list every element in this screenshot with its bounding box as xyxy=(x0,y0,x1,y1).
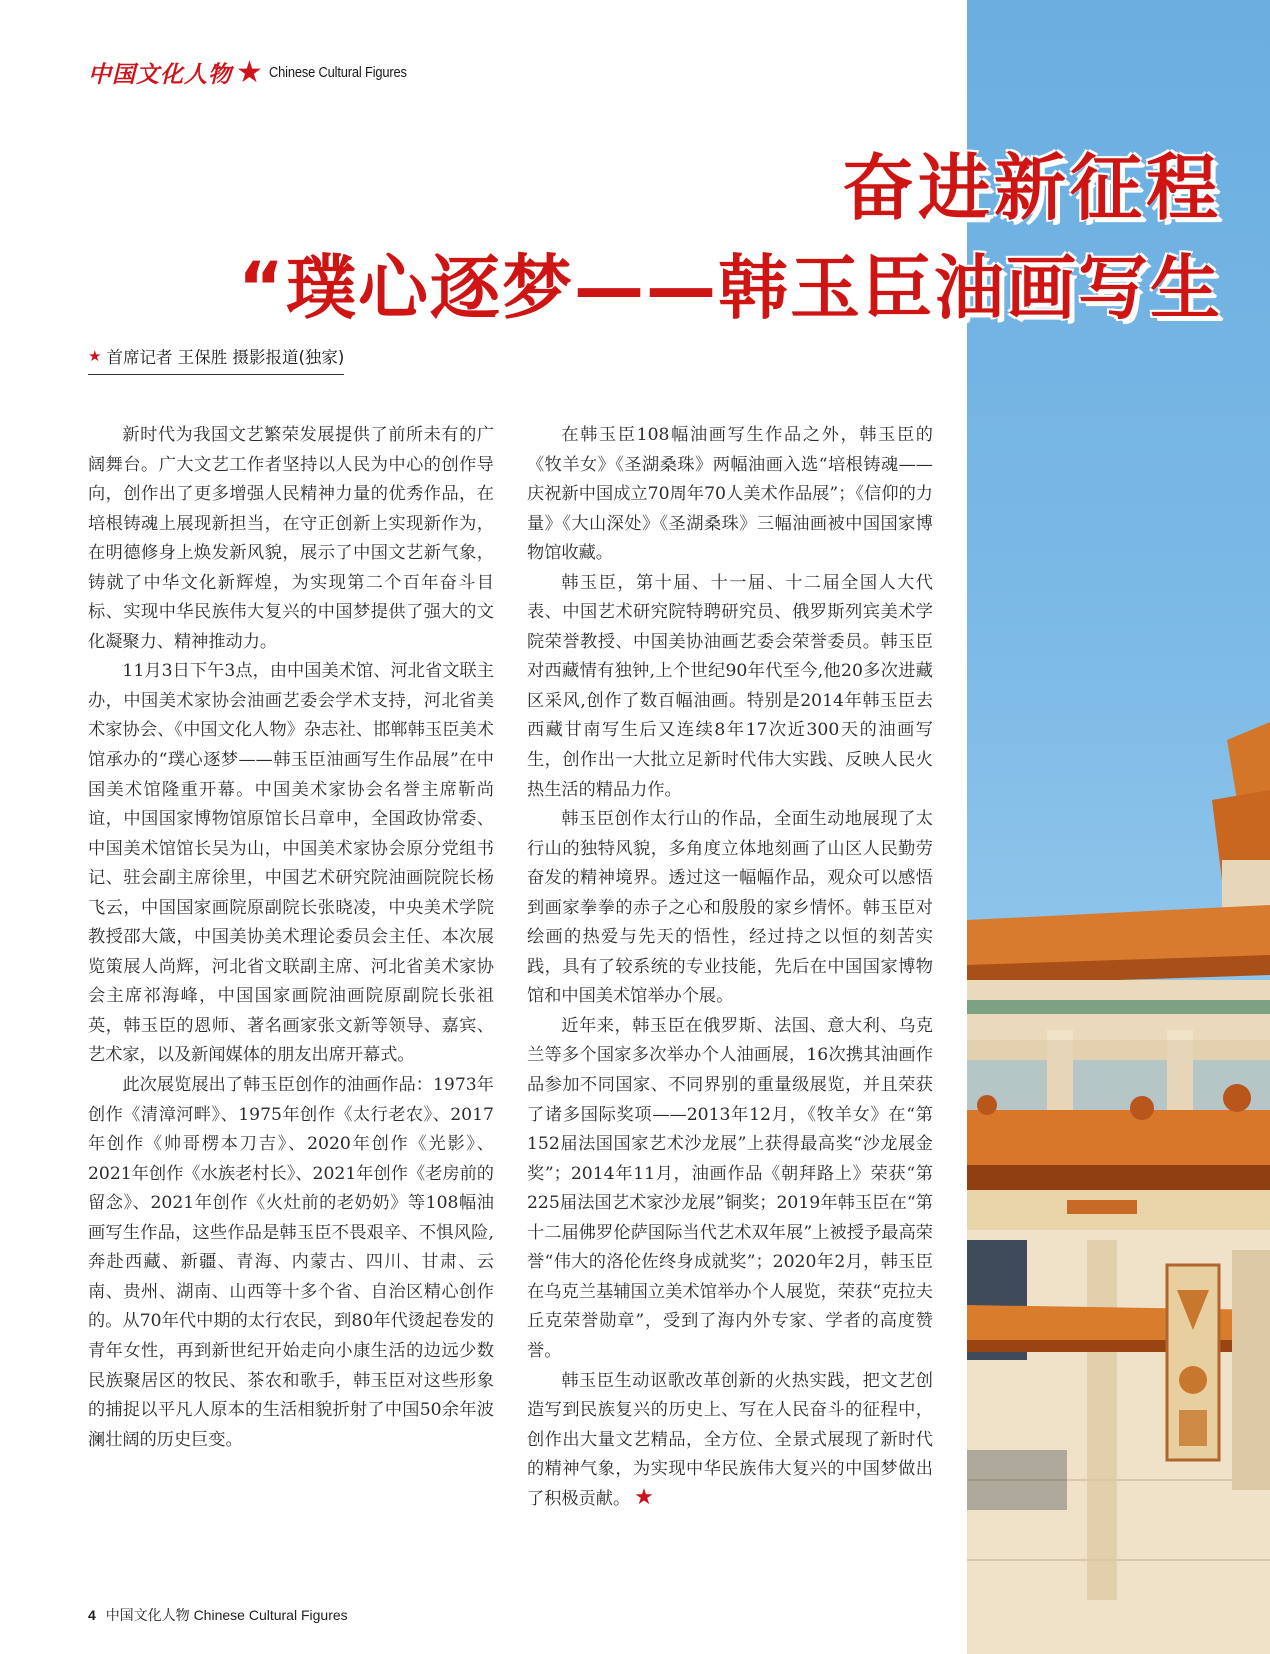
paragraph-last-text: 韩玉臣生动讴歌改革创新的火热实践，把文艺创造写到民族复兴的历史上、写在人民奋斗的征程中，创作出大量文艺精品，全方位、全景式展现了新时代的精神气象，为实现中华民族伟大复兴的中国梦做出了积极贡献。 xyxy=(527,1370,933,1509)
end-star-icon: ★ xyxy=(634,1484,654,1510)
paragraph: 在韩玉臣108幅油画写生作品之外，韩玉臣的《牧羊女》《圣湖桑珠》两幅油画入选“培根铸魂——庆祝新中国成立70周年70人美术作品展”；《信仰的力量》《大山深处》《圣湖桑珠》三幅油画被中国国家博物馆收藏。 xyxy=(527,425,933,564)
paragraph: 韩玉臣，第十届、十一届、十二届全国人大代表、中国艺术研究院特聘研究员、俄罗斯列宾美术学院荣誉教授、中国美协油画艺委会荣誉委员。韩玉臣对西藏情有独钟,上个世纪90年代至今,他20多次进藏区采风,创作了数百幅油画。特别是2014年韩玉臣去西藏甘南写生后又连续8年17次近300天的油画写生，创作出一大批立足新时代伟大实践、反映人民火热生活的精品力作。 xyxy=(527,572,933,800)
paragraph: 此次展览展出了韩玉臣创作的油画作品：1973年创作《清漳河畔》、1975年创作《太行老农》、2017年创作《帅哥楞本刀吉》、2020年创作《光影》、2021年创作《水族老村长》、2021年创作《老房前的留念》、2021年创作《火灶前的老奶奶》等108幅油画写生作品，这些作品是韩玉臣不畏艰辛、不惧风险,奔赴西藏、新疆、青海、内蒙古、四川、甘肃、云南、贵州、湖南、山西等十多个省、自治区精心创作的。从70年代中期的太行农民，到80年代烫起卷发的青年女性，再到新世纪开始走向小康生活的边远少数民族聚居区的牧民、茶农和歌手，韩玉臣对这些形象的捕捉以平凡人原本的生活相貌折射了中国50余年波澜壮阔的历史巨变。 xyxy=(88,1075,494,1450)
paragraph: 新时代为我国文艺繁荣发展提供了前所未有的广阔舞台。广大文艺工作者坚持以人民为中心的创作导向，创作出了更多增强人民精神力量的优秀作品，在培根铸魂上展现新担当，在守正创新上实现新作为，在明德修身上焕发新风貌，展示了中国文艺新气象，铸就了中华文化新辉煌，为实现第二个百年奋斗目标、实现中华民族伟大复兴的中国梦提供了强大的文化凝聚力、精神推动力。 xyxy=(88,425,494,652)
headline-line-2: “璞心逐梦——韩玉臣油画写生 xyxy=(237,247,1222,329)
byline-text: 首席记者 王保胜 摄影报道(独家) xyxy=(106,348,345,367)
article-column-right xyxy=(527,421,933,1514)
paragraph: 韩玉臣创作太行山的作品，全面生动地展现了太行山的独特风貌，多角度立体地刻画了山区人民勤劳奋发的精神境界。透过这一幅幅作品，观众可以感悟到画家拳拳的赤子之心和殷殷的家乡情怀。韩玉臣对绘画的热爱与先天的悟性，经过持之以恒的刻苦实践，具有了较系统的专业技能，先后在中国国家博物馆和中国美术馆举办个展。 xyxy=(527,809,933,1007)
magazine-name-cn: 中国文化人物 xyxy=(88,61,232,88)
paragraph: 近年来，韩玉臣在俄罗斯、法国、意大利、乌克兰等多个国家多次举办个人油画展，16次携其油画作品参加不同国家、不同界别的重量级展览，并且荣获了诸多国际奖项——2013年12月，《牧羊女》在“第152届法国国家艺术沙龙展”上获得最高奖“沙龙展金奖”；2014年11月，油画作品《朝拜路上》荣获“第225届法国艺术家沙龙展”铜奖；2019年韩玉臣在“第十二届佛罗伦萨国际当代艺术双年展”上被授予最高荣誉“伟大的洛伦佐终身成就奖”；2020年2月，韩玉臣在乌克兰基辅国立美术馆举办个人展览，荣获“克拉夫丘克荣誉勋章”，受到了海内外专家、学者的高度赞誉。 xyxy=(527,1015,933,1361)
red-star-icon: ★ xyxy=(236,54,263,90)
paragraph: 11月3日下午3点，由中国美术馆、河北省文联主办，中国美术家协会油画艺委会学术支持，河北省美术家协会、《中国文化人物》杂志社、邯郸韩玉臣美术馆承办的“璞心逐梦——韩玉臣油画写生作品展”在中国美术馆隆重开幕。中国美术家协会名誉主席靳尚谊，中国国家博物馆原馆长吕章申，全国政协常委、中国美术馆馆长吴为山，中国美术家协会原分党组书记、驻会副主席徐里，中国艺术研究院油画院院长杨飞云，中国国家画院原副院长张晓凌，中央美术学院教授邵大箴，中国美协美术理论委员会主任、本次展览策展人尚辉，河北省文联副主席、河北省美术家协会主席祁海峰，中国国家画院油画院原副院长张祖英，韩玉臣的恩师、著名画家张文新等领导、嘉宾、艺术家，以及新闻媒体的朋友出席开幕式。 xyxy=(88,661,494,1066)
byline-star-icon: ★ xyxy=(88,347,102,365)
page-footer xyxy=(88,1605,348,1625)
footer-text: 中国文化人物 Chinese Cultural Figures xyxy=(105,1607,348,1623)
byline xyxy=(88,344,344,375)
article-column-left xyxy=(88,421,494,1455)
magazine-name-en: Chinese Cultural Figures xyxy=(268,64,407,81)
paragraph-last xyxy=(527,1367,933,1515)
headline-line-1: 奋进新征程 xyxy=(841,146,1222,230)
page-number: 4 xyxy=(88,1607,96,1623)
magazine-header xyxy=(88,56,429,89)
